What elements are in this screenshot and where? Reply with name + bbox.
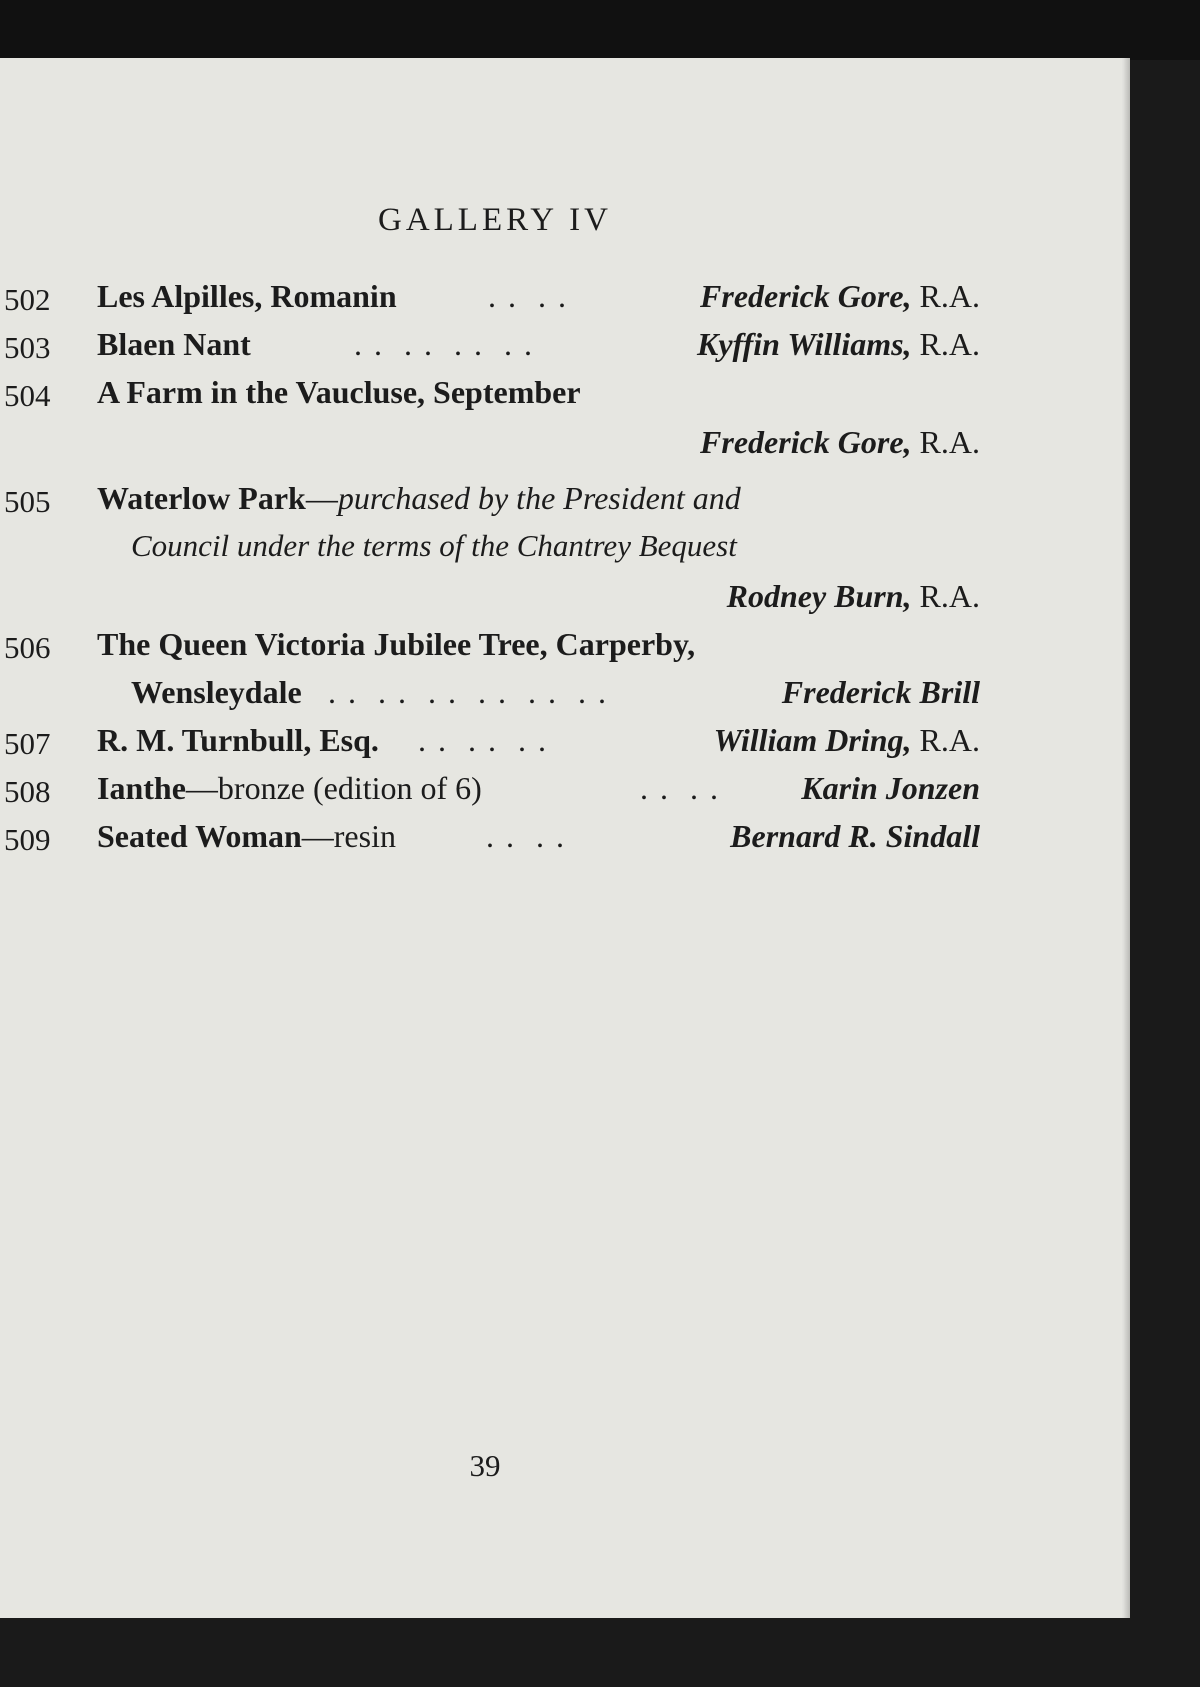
entry-artist: Karin Jonzen: [801, 770, 980, 806]
entry-artist: Frederick Gore, R.A.: [700, 278, 980, 314]
entry-title: Ianthe—bronze (edition of 6): [97, 770, 482, 806]
catalogue-entry: [0, 278, 980, 322]
entry-title: A Farm in the Vaucluse, September: [97, 374, 581, 410]
entry-title: Waterlow Park—purchased by the President and: [97, 480, 741, 516]
catalogue-entry-continued: [0, 674, 980, 718]
entry-artist: Frederick Brill: [781, 674, 980, 710]
entry-number: 507: [4, 726, 51, 761]
catalogue-entry-continued: [0, 424, 980, 468]
gallery-heading: GALLERY IV: [377, 202, 612, 238]
entry-artist: William Dring, R.A.: [713, 722, 980, 758]
leader-dots: . . . . . . . .: [354, 326, 534, 362]
artist-suffix: R.A.: [911, 278, 980, 314]
leader-dots: . . . .: [488, 278, 568, 314]
catalogue-entry: [0, 626, 980, 670]
entry-title: R. M. Turnbull, Esq.: [97, 722, 379, 758]
page-number: 39: [469, 1448, 501, 1483]
entry-number: 502: [4, 282, 51, 317]
catalogue-entry: [0, 326, 980, 370]
entry-title: The Queen Victoria Jubilee Tree, Carperby,: [97, 626, 696, 662]
entry-number: 503: [4, 330, 51, 365]
entry-title-continued: Wensleydale: [131, 674, 302, 710]
artist-suffix: R.A.: [911, 326, 980, 362]
entry-note: purchased by the President and: [337, 480, 741, 516]
leader-dots: . . . . . . . . . . . .: [328, 674, 608, 710]
entry-number: 509: [4, 822, 51, 857]
artist-suffix: R.A.: [911, 578, 980, 614]
entry-artist: Frederick Gore, R.A.: [700, 424, 980, 460]
catalogue-entry: [0, 722, 980, 766]
background-top: [0, 0, 1200, 60]
entry-title: Les Alpilles, Romanin: [97, 278, 397, 314]
entry-note-continued: Council under the terms of the Chantrey Bequest: [131, 528, 737, 563]
catalogue-entry: [0, 480, 980, 524]
artist-suffix: R.A.: [911, 722, 980, 758]
entry-number: 504: [4, 378, 51, 413]
catalogue-page: [0, 58, 1122, 1618]
catalogue-entry-continued: [0, 578, 980, 622]
catalogue-entry: [0, 374, 980, 418]
catalogue-entry: [0, 818, 980, 862]
entry-artist: Kyffin Williams, R.A.: [696, 326, 980, 362]
leader-dots: . . . . . .: [418, 722, 548, 758]
leader-dots: . . . .: [640, 770, 720, 806]
entry-artist: Bernard R. Sindall: [730, 818, 980, 854]
artist-suffix: R.A.: [911, 424, 980, 460]
leader-dots: . . . .: [486, 818, 566, 854]
entry-number: 506: [4, 630, 51, 665]
catalogue-entry: [0, 770, 980, 814]
entry-title: Seated Woman—resin: [97, 818, 396, 854]
entry-number: 508: [4, 774, 51, 809]
entry-artist: Rodney Burn, R.A.: [726, 578, 980, 614]
entry-title: Blaen Nant: [97, 326, 251, 362]
entry-number: 505: [4, 484, 51, 519]
